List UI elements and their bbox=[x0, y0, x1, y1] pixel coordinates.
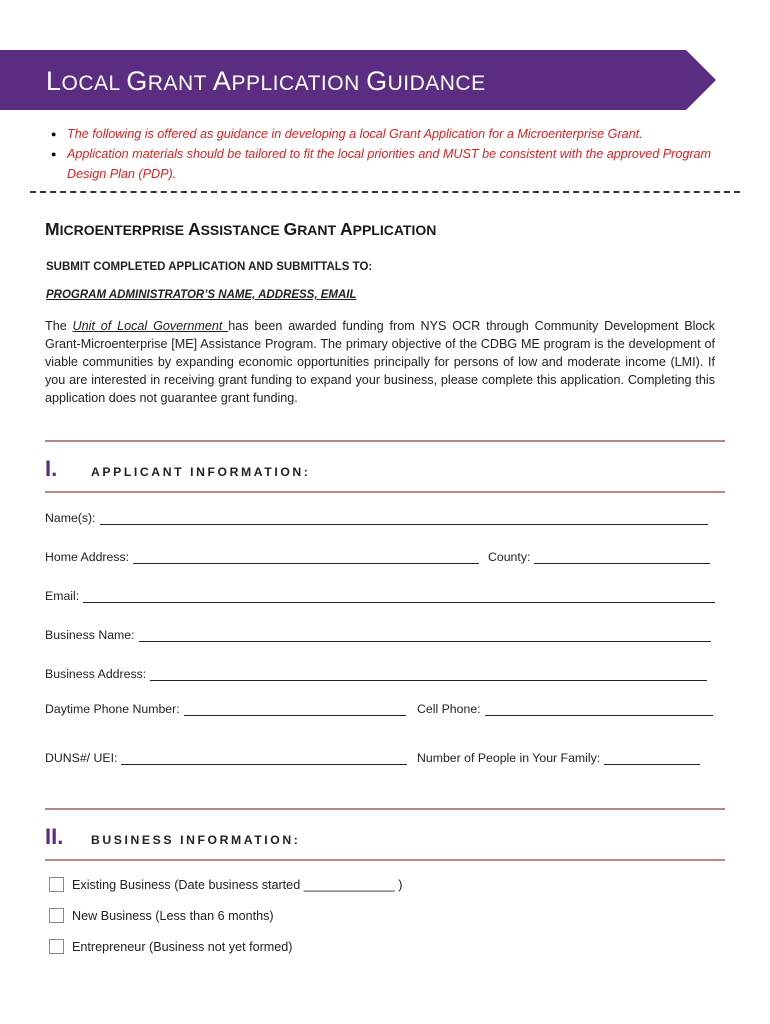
cell-phone-input-line[interactable] bbox=[485, 704, 713, 716]
names-input-line[interactable] bbox=[100, 513, 708, 525]
unit-of-local-government-placeholder: Unit of Local Government bbox=[72, 319, 229, 333]
section-rule bbox=[45, 440, 725, 442]
administrator-placeholder: PROGRAM ADMINISTRATOR’S NAME, ADDRESS, EMAIL bbox=[46, 289, 357, 301]
county-field[interactable]: County: bbox=[488, 550, 710, 564]
guidance-list bbox=[50, 124, 740, 184]
daytime-phone-field[interactable]: Daytime Phone Number: bbox=[45, 702, 406, 716]
entrepreneur-checkbox[interactable] bbox=[49, 939, 64, 954]
business-name-input-line[interactable] bbox=[139, 630, 711, 642]
cell-phone-field[interactable]: Cell Phone: bbox=[417, 702, 713, 716]
duns-uei-field[interactable]: DUNS#/ UEI: bbox=[45, 751, 407, 765]
section-rule bbox=[45, 491, 725, 493]
section-title-applicant: APPLICANT INFORMATION: bbox=[91, 465, 311, 479]
existing-business-checkbox[interactable] bbox=[49, 877, 64, 892]
home-address-input-line[interactable] bbox=[133, 552, 479, 564]
submit-instructions: SUBMIT COMPLETED APPLICATION AND SUBMITTALS TO: bbox=[46, 261, 373, 273]
section-title-business: BUSINESS INFORMATION: bbox=[91, 833, 301, 847]
home-address-field[interactable]: Home Address: bbox=[45, 550, 479, 564]
section-number: II. bbox=[45, 824, 64, 849]
family-size-field[interactable]: Number of People in Your Family: bbox=[417, 751, 700, 765]
section-rule bbox=[45, 859, 725, 861]
application-title: MICROENTERPRISE ASSISTANCE GRANT APPLICATION bbox=[45, 219, 437, 239]
dashed-divider bbox=[30, 191, 740, 193]
existing-business-option[interactable]: Existing Business (Date business started _____________ ) bbox=[49, 877, 402, 892]
business-address-input-line[interactable] bbox=[150, 669, 707, 681]
section-rule bbox=[45, 808, 725, 810]
title-banner bbox=[0, 50, 716, 110]
guidance-item: ● Application materials should be tailored to fit the local priorities and MUST be consistent with the approved Program Design Plan (PDP). bbox=[50, 144, 740, 184]
daytime-phone-input-line[interactable] bbox=[184, 704, 406, 716]
business-address-field[interactable]: Business Address: bbox=[45, 667, 707, 681]
business-name-field[interactable]: Business Name: bbox=[45, 628, 711, 642]
duns-uei-input-line[interactable] bbox=[121, 753, 407, 765]
email-field[interactable]: Email: bbox=[45, 589, 715, 603]
county-input-line[interactable] bbox=[534, 552, 710, 564]
intro-paragraph: The Unit of Local Government has been awarded funding from NYS OCR through Community Development Block Grant-Microenterprise [ME] Assistance Program. The primary objective of the CDBG ME program is the development of viable communities by expanding economic opportunities principally for persons of low and moderate income (LMI). If you are interested in receiving grant funding to expand your business, please complete this application. Completing this application does not guarantee grant funding. bbox=[45, 319, 715, 405]
section-number: I. bbox=[45, 456, 58, 481]
entrepreneur-option[interactable]: Entrepreneur (Business not yet formed) bbox=[49, 939, 293, 954]
names-field[interactable]: Name(s): bbox=[45, 511, 708, 525]
email-input-line[interactable] bbox=[83, 591, 715, 603]
guidance-item: ● The following is offered as guidance in developing a local Grant Application for a Microenterprise Grant. bbox=[50, 124, 740, 144]
new-business-checkbox[interactable] bbox=[49, 908, 64, 923]
page-title: LOCAL GRANT APPLICATION GUIDANCE bbox=[46, 66, 486, 96]
new-business-option[interactable]: New Business (Less than 6 months) bbox=[49, 908, 274, 923]
family-size-input-line[interactable] bbox=[604, 753, 700, 765]
